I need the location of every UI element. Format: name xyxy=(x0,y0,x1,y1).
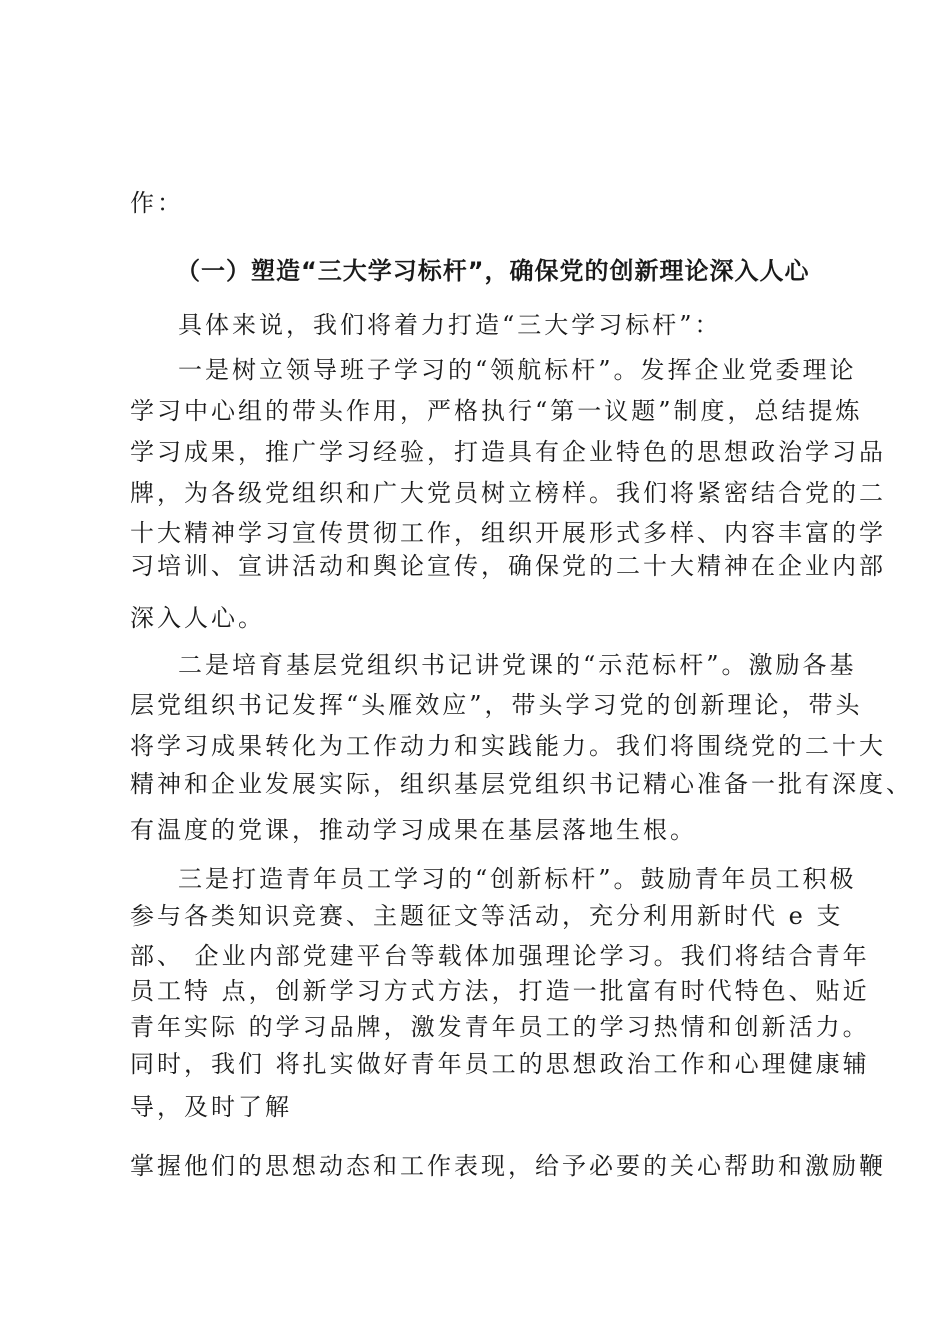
text-line: 员工特 点，创新学习方式方法，打造一批富有时代特色、贴近 xyxy=(130,977,870,1005)
text-line: 学习中心组的带头作用，严格执行“第一议题”制度，总结提炼 xyxy=(130,397,863,425)
text-line: 青年实际 的学习品牌，激发青年员工的学习热情和创新活力。 xyxy=(130,1013,870,1041)
section-heading: （一）塑造“三大学习标杆”，确保党的创新理论深入人心 xyxy=(176,257,810,285)
text-line: 将学习成果转化为工作动力和实践能力。我们将围绕党的二十大 xyxy=(130,732,886,760)
text-line: 作： xyxy=(130,189,184,217)
text-line: 精神和企业发展实际，组织基层党组织书记精心准备一批有深度、 xyxy=(130,770,913,798)
text-line: 掌握他们的思想动态和工作表现，给予必要的关心帮助和激励鞭 xyxy=(130,1152,886,1180)
text-line: 十大精神学习宣传贯彻工作，组织开展形式多样、内容丰富的学 xyxy=(130,519,886,547)
text-line: 同时，我们 将扎实做好青年员工的思想政治工作和心理健康辅 xyxy=(130,1050,870,1078)
text-line: 牌，为各级党组织和广大党员树立榜样。我们将紧密结合党的二 xyxy=(130,479,886,507)
text-line: 层党组织书记发挥“头雁效应”，带头学习党的创新理论，带头 xyxy=(130,691,863,719)
text-line: 一是树立领导班子学习的“领航标杆”。发挥企业党委理论 xyxy=(178,356,857,384)
text-line: 学习成果，推广学习经验，打造具有企业特色的思想政治学习品 xyxy=(130,438,886,466)
text-line: 三是打造青年员工学习的“创新标杆”。鼓励青年员工积极 xyxy=(178,865,857,893)
text-line: 导，及时了解 xyxy=(130,1093,292,1121)
text-line: 二是培育基层党组织书记讲党课的“示范标杆”。激励各基 xyxy=(178,651,857,679)
text-line: 有温度的党课，推动学习成果在基层落地生根。 xyxy=(130,816,697,844)
text-line: 部、 企业内部党建平台等载体加强理论学习。我们将结合青年 xyxy=(130,942,870,970)
text-line: 具体来说，我们将着力打造“三大学习标杆”： xyxy=(178,311,722,339)
text-line: 参与各类知识竞赛、主题征文等活动，充分利用新时代 e 支 xyxy=(130,902,844,930)
text-line: 习培训、宣讲活动和舆论宣传，确保党的二十大精神在企业内部 xyxy=(130,552,886,580)
text-line: 深入人心。 xyxy=(130,604,265,632)
